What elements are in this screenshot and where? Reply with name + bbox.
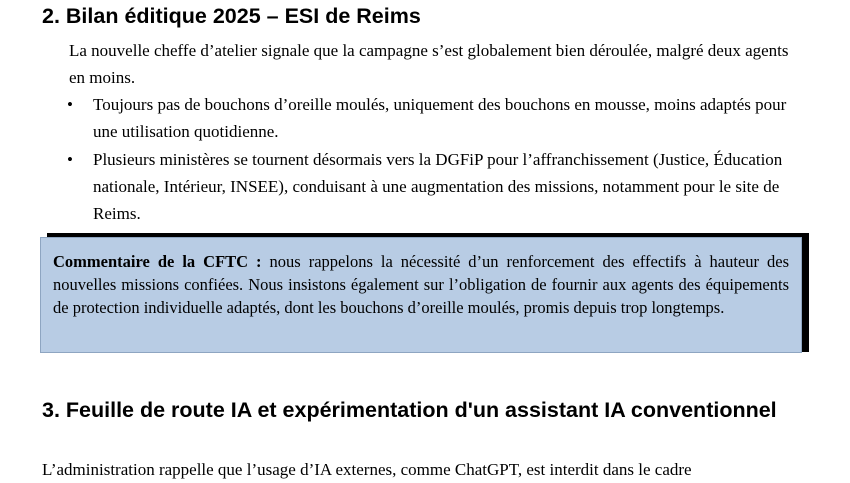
section-2-heading: 2. Bilan éditique 2025 – ESI de Reims (42, 4, 421, 28)
comment-label: Commentaire de la CFTC : (53, 252, 262, 271)
bullet-item (69, 146, 809, 228)
section-2-bullet-list (69, 91, 809, 227)
section-3-body: L’administration rappelle que l’usage d’IA externes, comme ChatGPT, est interdit dans le cadre (42, 460, 692, 479)
section-2-intro: La nouvelle cheffe d’atelier signale que la campagne s’est globalement bien déroulée, malgré deux agents en moins. (69, 41, 789, 87)
bullet-icon: • (67, 95, 73, 114)
bullet-item (69, 91, 809, 146)
section-3-heading: 3. Feuille de route IA et expérimentation d'un assistant IA conventionnel (42, 398, 777, 422)
bullet-text: Plusieurs ministères se tournent désormais vers la DGFiP pour l’affranchissement (Justice, Éducation nationale, Intérieur, INSEE), conduisant à une augmentation des missions, notamment pour le site de Reims. (93, 149, 783, 224)
comment-text: nous rappelons la nécessité d’un renforcement des effectifs à hauteur des nouvelles missions confiées. Nous insistons également sur l’obligation de fournir aux agents des équipements de protection individuelle adaptés, dont les bouchons d’oreille moulés, promis depuis trop longtemps. (53, 252, 789, 317)
cftc-comment-box (40, 237, 802, 353)
bullet-text: Toujours pas de bouchons d’oreille moulés, uniquement des bouchons en mousse, moins adaptés pour une utilisation quotidienne. (93, 95, 787, 142)
bullet-icon: • (67, 149, 73, 169)
comment-paragraph (53, 250, 789, 319)
